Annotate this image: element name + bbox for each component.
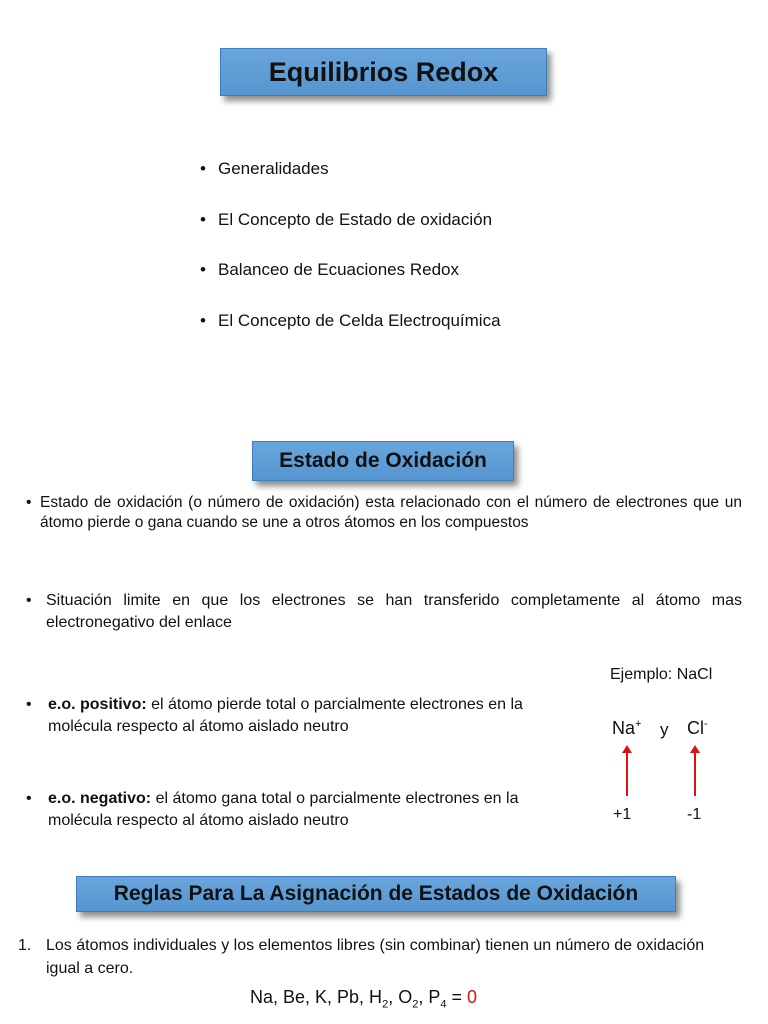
chloride-oxidation-state: -1 (687, 806, 702, 823)
outline-item-label: El Concepto de Celda Electroquímica (218, 310, 501, 330)
outline-item (200, 259, 501, 310)
outline-item (200, 310, 501, 361)
section-title-box (252, 441, 514, 481)
example-label: Ejemplo: NaCl (610, 666, 713, 683)
definition-paragraph (26, 493, 742, 533)
outline-item-label: Balanceo de Ecuaciones Redox (218, 260, 459, 279)
section-title: Estado de Oxidación (279, 449, 487, 472)
formula-subscript: 4 (440, 998, 447, 1011)
formula-subscript: 2 (382, 998, 389, 1011)
sodium-charge: + (635, 718, 642, 730)
formula-subscript: 2 (412, 998, 419, 1011)
formula-equals: = (446, 987, 467, 1007)
negative-paragraph (26, 788, 574, 832)
rules-title-box (76, 876, 676, 912)
bullet-dot: • (26, 696, 32, 713)
sodium-ion (612, 718, 641, 739)
chloride-ion (687, 718, 708, 739)
negative-text (48, 788, 574, 832)
positive-label: e.o. positivo: (48, 696, 147, 713)
sodium-symbol: Na (612, 718, 636, 738)
negative-description: el átomo gana total o parcialmente electrones en la molécula respecto al átomo aislado neutro (48, 790, 519, 829)
positive-description: el átomo pierde total o parcialmente electrones en la molécula respecto al átomo aislado neutro (48, 696, 523, 735)
conjunction: y (660, 720, 669, 739)
definition-text: Estado de oxidación (o número de oxidación) esta relacionado con el número de electrones que un átomo pierde o gana cuando se une a otros átomos en los compuestos (40, 494, 742, 531)
negative-label: e.o. negativo: (48, 790, 152, 807)
up-arrow-icon (694, 752, 696, 796)
formula-part: , O (388, 987, 413, 1007)
limit-text: Situación limite en que los electrones se han transferido completamente al átomo mas electronegativo del enlace (46, 592, 742, 631)
rules-title: Reglas Para La Asignación de Estados de Oxidación (113, 882, 639, 905)
outline-item-label: Generalidades (218, 159, 329, 178)
chlorine-symbol: Cl (687, 718, 704, 738)
main-title-box (220, 48, 547, 96)
formula-part: , P (418, 987, 441, 1007)
main-title: Equilibrios Redox (268, 57, 499, 87)
outline-item (200, 209, 501, 260)
chloride-charge: - (704, 718, 708, 730)
rule-item (18, 934, 738, 980)
outline-list (200, 158, 501, 360)
positive-paragraph (26, 694, 574, 738)
bullet-dot: • (26, 592, 32, 609)
bullet-dot: • (26, 790, 32, 807)
bullet-dot: • (26, 494, 32, 511)
outline-item-label: El Concepto de Estado de oxidación (218, 209, 493, 229)
formula-zero: 0 (466, 987, 477, 1007)
rule-number: 1. (18, 937, 32, 954)
outline-item (200, 158, 501, 209)
zero-oxidation-formula (250, 987, 477, 1011)
sodium-oxidation-state: +1 (613, 806, 632, 823)
limit-paragraph (26, 590, 742, 634)
positive-text (48, 694, 574, 738)
up-arrow-icon (626, 752, 628, 796)
formula-part: Na, Be, K, Pb, H (250, 987, 383, 1007)
rule-text: Los átomos individuales y los elementos libres (sin combinar) tienen un número de oxidación igual a cero. (46, 937, 705, 977)
